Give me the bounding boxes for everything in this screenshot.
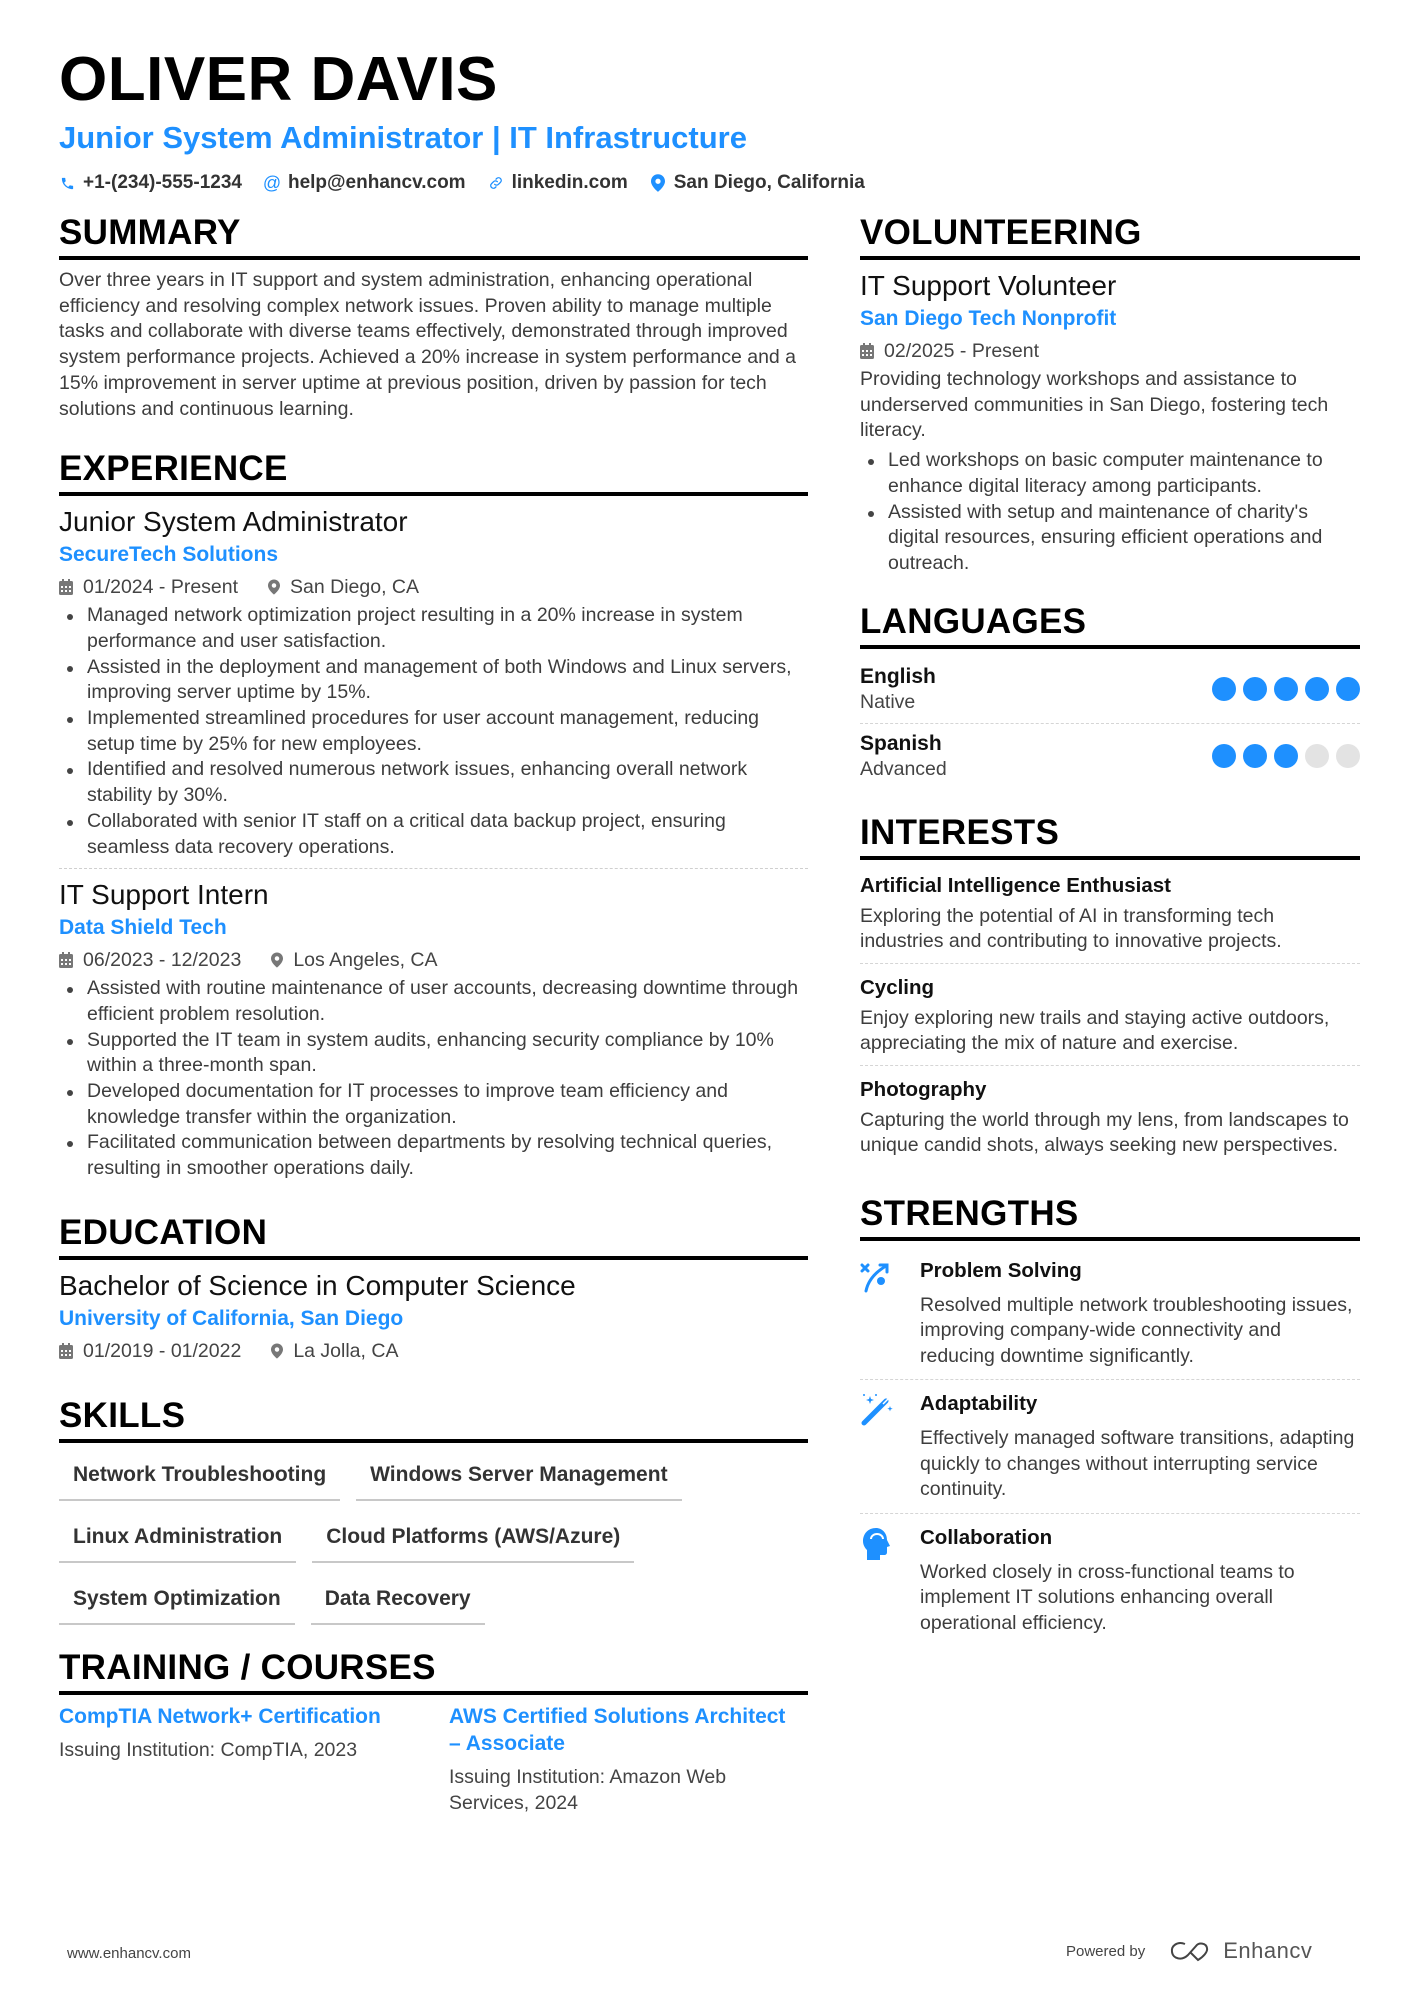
bullet-item: Developed documentation for IT processes to improve team efficiency and knowledge transfer within the organization. xyxy=(59,1079,808,1130)
bullet-item: Collaborated with senior IT staff on a critical data backup project, ensuring seamless data recovery operations. xyxy=(59,809,808,860)
course-desc: Issuing Institution: CompTIA, 2023 xyxy=(59,1738,358,1761)
job-dates xyxy=(59,946,241,974)
education-location xyxy=(271,1337,398,1365)
course-title: AWS Certified Solutions Architect – Associate xyxy=(449,1704,786,1755)
volunteering-section xyxy=(860,212,1360,577)
volunteer-bullets xyxy=(860,448,1360,577)
location-text: San Diego, California xyxy=(673,172,865,193)
location-text: La Jolla, CA xyxy=(293,1339,399,1362)
job-location xyxy=(271,946,437,974)
strengths-section xyxy=(860,1193,1360,1647)
location-pin-icon xyxy=(271,952,283,968)
contact-linkedin[interactable] xyxy=(488,172,628,194)
strength-desc: Worked closely in cross-functional teams to implement IT solutions enhancing overall operational efficiency. xyxy=(920,1560,1295,1634)
dates-text: 01/2024 - Present xyxy=(83,576,239,599)
interest-desc: Capturing the world through my lens, from landscapes to unique candid shots, always seeking new perspectives. xyxy=(860,1108,1349,1157)
interest-desc: Enjoy exploring new trails and staying active outdoors, appreciating the mix of nature and exercise. xyxy=(860,1006,1330,1055)
section-title-summary: SUMMARY xyxy=(59,212,808,260)
volunteer-dates xyxy=(860,337,1039,365)
skill-tag: Cloud Platforms (AWS/Azure) xyxy=(312,1517,634,1563)
volunteer-role: IT Support Volunteer xyxy=(860,270,1117,301)
section-title-strengths: STRENGTHS xyxy=(860,1193,1360,1241)
languages-section xyxy=(860,601,1360,790)
bullet-item: Assisted with setup and maintenance of charity's digital resources, ensuring efficient operations and outreach. xyxy=(860,500,1360,577)
volunteer-description: Providing technology workshops and assistance to underserved communities in San Diego, fostering tech literacy. xyxy=(860,368,1329,442)
skill-tag: Windows Server Management xyxy=(356,1455,681,1501)
interest-title: Photography xyxy=(860,1077,987,1101)
interest-item xyxy=(860,868,1360,963)
contact-row xyxy=(59,172,1359,194)
language-level: Native xyxy=(860,690,916,713)
linkedin-text: linkedin.com xyxy=(511,172,628,193)
volunteer-meta xyxy=(860,337,1360,365)
proficiency-dots xyxy=(1212,744,1360,768)
job-dates xyxy=(59,573,238,601)
interest-desc: Exploring the potential of AI in transforming tech industries and contributing to innovative projects. xyxy=(860,904,1282,953)
resume-header xyxy=(59,42,1359,194)
rating-dot-empty xyxy=(1336,744,1360,768)
experience-entry xyxy=(59,868,808,1190)
section-title-volunteering: VOLUNTEERING xyxy=(860,212,1360,260)
skill-tag: System Optimization xyxy=(59,1579,295,1625)
job-title: Junior System Administrator xyxy=(59,506,408,538)
left-column xyxy=(59,212,808,1842)
summary-text: Over three years in IT support and system administration, enhancing operational efficiency and resolving complex network issues. Proven ability to manage multiple tasks and collaborate with diverse teams effectively, demonstrated through improved system performance projects. Achieved a 20% increase in system performance and a 15% improvement in server uptime at previous position, driven by passion for tech solutions and continuous learning. xyxy=(59,269,797,420)
interests-section xyxy=(860,812,1360,1167)
brand-name: Enhancv xyxy=(1223,1938,1313,1963)
bullet-item: Supported the IT team in system audits, enhancing security compliance by 10% within a three-month span. xyxy=(59,1028,808,1079)
job-bullets xyxy=(59,603,808,860)
location-pin-icon xyxy=(650,174,666,192)
right-column xyxy=(860,212,1360,1672)
section-title-education: EDUCATION xyxy=(59,1212,808,1260)
strength-title: Adaptability xyxy=(920,1392,1038,1416)
dates-text: 01/2019 - 01/2022 xyxy=(83,1339,242,1362)
company-name: SecureTech Solutions xyxy=(59,543,278,567)
language-level: Advanced xyxy=(860,757,947,780)
dates-text: 02/2025 - Present xyxy=(884,340,1040,362)
footer-branding xyxy=(1066,1938,1312,1964)
section-title-experience: EXPERIENCE xyxy=(59,448,808,496)
powered-by-label: Powered by xyxy=(1066,1942,1146,1960)
education-section xyxy=(59,1212,808,1365)
contact-location xyxy=(650,172,865,194)
head-brain-icon xyxy=(860,1524,898,1637)
link-icon xyxy=(488,174,504,192)
location-text: San Diego, CA xyxy=(290,576,420,599)
volunteer-org: San Diego Tech Nonprofit xyxy=(860,307,1117,330)
interest-title: Artificial Intelligence Enthusiast xyxy=(860,873,1171,897)
rating-dot-empty xyxy=(1305,744,1329,768)
bullet-item: Facilitated communication between departments by resolving technical queries, resulting in smoother operations daily. xyxy=(59,1130,808,1181)
headline: Junior System Administrator | IT Infrastructure xyxy=(59,120,747,155)
strength-title: Collaboration xyxy=(920,1525,1053,1549)
bullet-item: Assisted in the deployment and management of both Windows and Linux servers, improving server uptime by 15%. xyxy=(59,655,808,706)
rating-dot-filled xyxy=(1243,744,1267,768)
language-item xyxy=(860,657,1360,723)
calendar-icon xyxy=(860,343,874,359)
degree: Bachelor of Science in Computer Science xyxy=(59,1269,576,1301)
language-name: Spanish xyxy=(860,731,942,755)
interest-title: Cycling xyxy=(860,975,935,999)
course-item xyxy=(59,1703,399,1816)
skill-tag: Data Recovery xyxy=(311,1579,485,1625)
training-section xyxy=(59,1647,808,1816)
location-pin-icon xyxy=(268,579,280,595)
section-title-training: TRAINING / COURSES xyxy=(59,1647,808,1695)
rating-dot-filled xyxy=(1212,677,1236,701)
calendar-icon xyxy=(59,952,73,968)
job-bullets xyxy=(59,976,808,1182)
rating-dot-filled xyxy=(1274,744,1298,768)
email-text: help@enhancv.com xyxy=(287,172,466,193)
strength-item xyxy=(860,1379,1360,1513)
experience-section xyxy=(59,448,808,1190)
bullet-item: Implemented streamlined procedures for user account management, reducing setup time by 25% for new employees. xyxy=(59,706,808,757)
interest-item xyxy=(860,1065,1360,1167)
company-name: Data Shield Tech xyxy=(59,916,227,940)
job-location xyxy=(268,573,419,601)
rating-dot-filled xyxy=(1336,677,1360,701)
at-icon: @ xyxy=(262,172,282,193)
skills-list xyxy=(59,1451,808,1625)
job-meta xyxy=(59,946,808,974)
job-meta xyxy=(59,573,808,601)
strength-desc: Effectively managed software transitions, adapting quickly to changes without interrupting service continuity. xyxy=(920,1427,1355,1501)
job-title: IT Support Intern xyxy=(59,879,269,911)
course-item xyxy=(449,1703,789,1816)
skill-tag: Linux Administration xyxy=(59,1517,296,1563)
candidate-name: OLIVER DAVIS xyxy=(59,45,498,114)
skill-tag: Network Troubleshooting xyxy=(59,1455,340,1501)
experience-entry xyxy=(59,504,808,868)
location-pin-icon xyxy=(271,1343,283,1359)
rating-dot-filled xyxy=(1274,677,1298,701)
language-item xyxy=(860,723,1360,790)
dates-text: 06/2023 - 12/2023 xyxy=(83,949,242,972)
courses-list xyxy=(59,1703,808,1816)
strength-title: Problem Solving xyxy=(920,1258,1082,1282)
magic-wand-icon xyxy=(860,1390,898,1503)
rating-dot-filled xyxy=(1305,677,1329,701)
section-title-skills: SKILLS xyxy=(59,1395,808,1443)
proficiency-dots xyxy=(1212,677,1360,701)
contact-phone[interactable] xyxy=(59,172,242,194)
bullet-item: Identified and resolved numerous network issues, enhancing overall network stability by 30%. xyxy=(59,757,808,808)
bullet-item: Assisted with routine maintenance of user accounts, decreasing downtime through efficient problem resolution. xyxy=(59,976,808,1027)
footer-website[interactable]: www.enhancv.com xyxy=(67,1945,191,1962)
bullet-item: Managed network optimization project resulting in a 20% increase in system performance and user satisfaction. xyxy=(59,603,808,654)
enhancv-logo-icon xyxy=(1169,1939,1213,1963)
strategy-icon xyxy=(860,1257,898,1370)
enhancv-logo[interactable] xyxy=(1169,1938,1312,1964)
education-dates xyxy=(59,1337,241,1365)
rating-dot-filled xyxy=(1212,744,1236,768)
strength-item xyxy=(860,1513,1360,1647)
education-meta xyxy=(59,1337,808,1365)
skills-section xyxy=(59,1395,808,1625)
calendar-icon xyxy=(59,1343,73,1359)
phone-text: +1-(234)-555-1234 xyxy=(83,172,242,193)
strength-desc: Resolved multiple network troubleshooting issues, improving company-wide connectivity and reducing downtime significantly. xyxy=(920,1293,1353,1367)
rating-dot-filled xyxy=(1243,677,1267,701)
strength-item xyxy=(860,1249,1360,1380)
location-text: Los Angeles, CA xyxy=(293,949,438,972)
phone-icon xyxy=(59,174,75,192)
summary-section xyxy=(59,212,808,422)
section-title-languages: LANGUAGES xyxy=(860,601,1360,649)
course-desc: Issuing Institution: Amazon Web Services, 2024 xyxy=(449,1765,727,1814)
bullet-item: Led workshops on basic computer maintenance to enhance digital literacy among participants. xyxy=(860,448,1360,499)
calendar-icon xyxy=(59,579,73,595)
contact-email[interactable] xyxy=(264,172,466,194)
school-name: University of California, San Diego xyxy=(59,1306,404,1330)
section-title-interests: INTERESTS xyxy=(860,812,1360,860)
language-name: English xyxy=(860,664,936,688)
interest-item xyxy=(860,963,1360,1065)
course-title: CompTIA Network+ Certification xyxy=(59,1704,381,1728)
